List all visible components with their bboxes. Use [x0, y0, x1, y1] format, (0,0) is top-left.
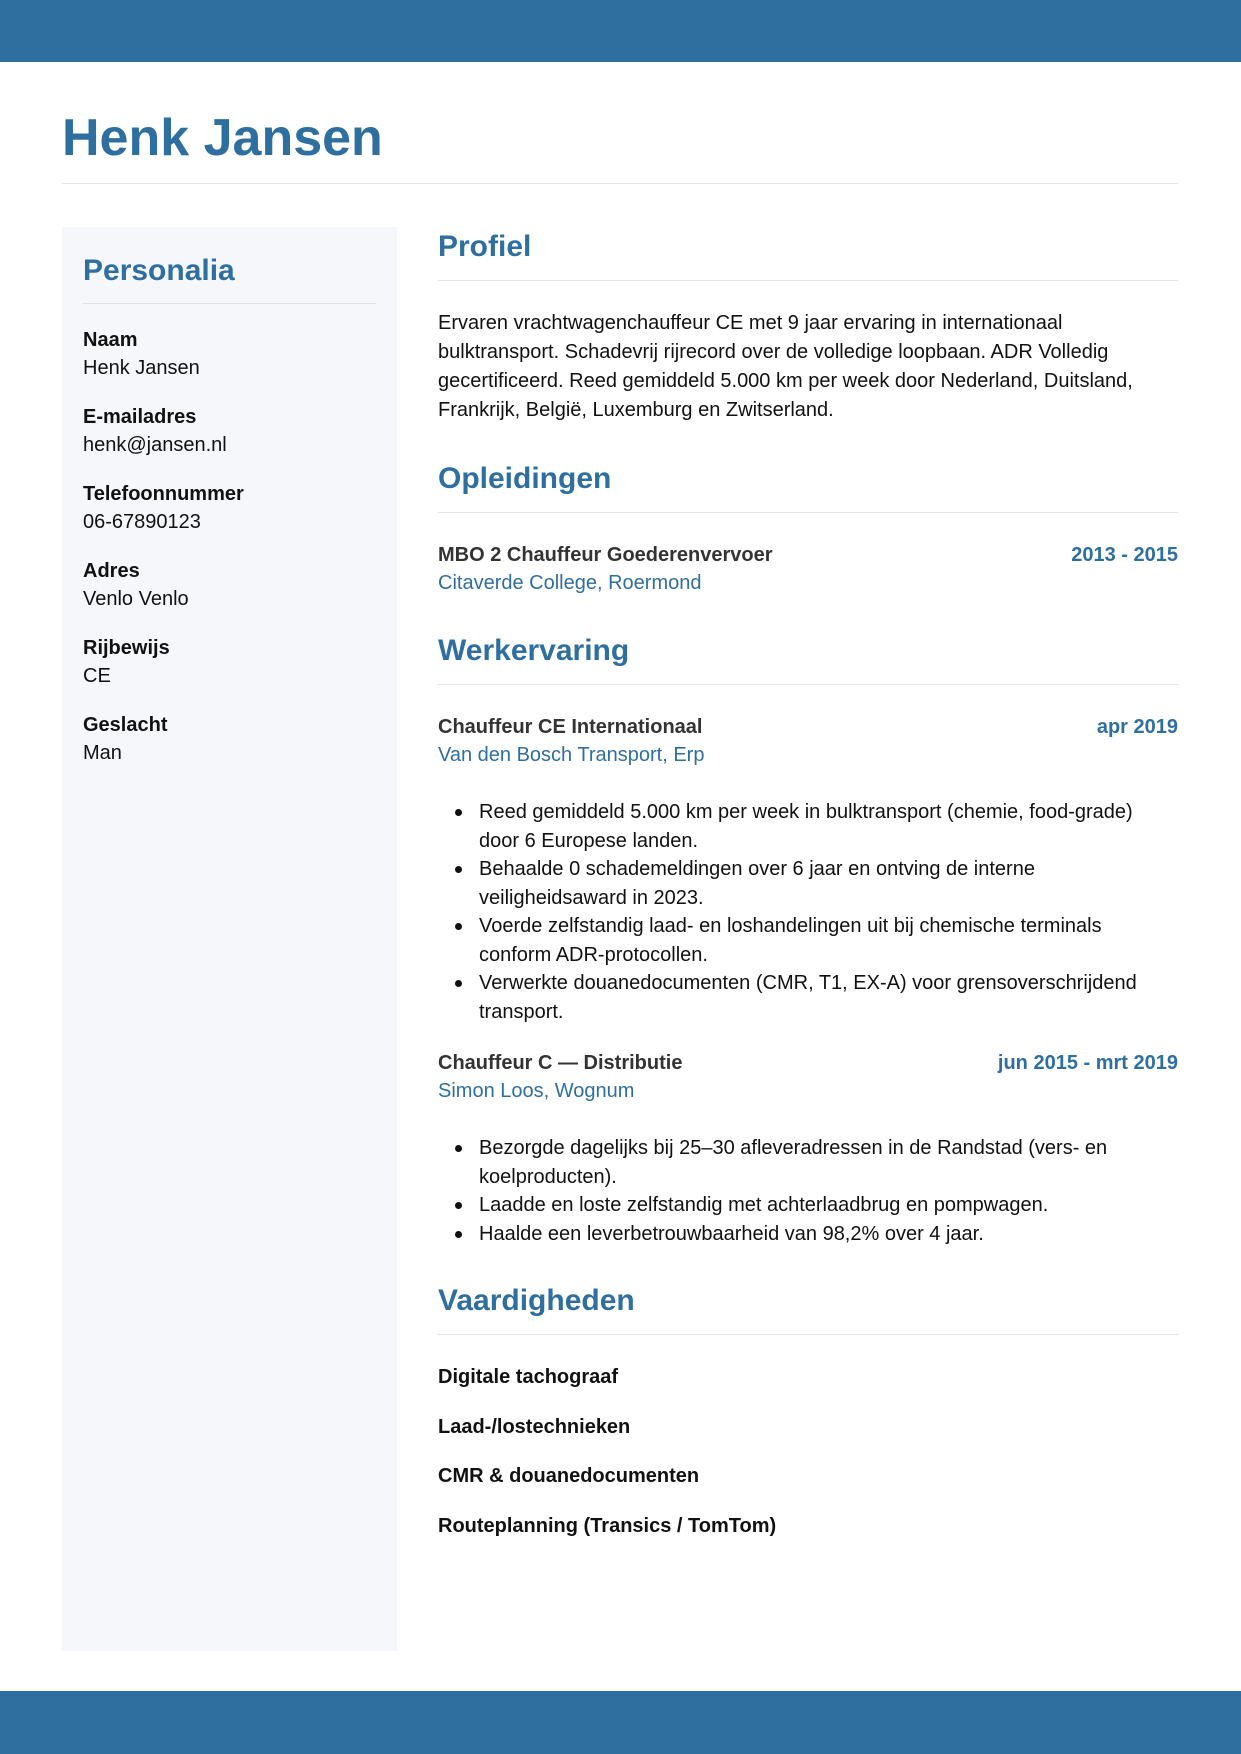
personalia-value: 06-67890123	[83, 511, 201, 533]
personalia-label: Adres	[83, 560, 140, 582]
personalia-item-naam	[83, 326, 376, 382]
werkervaring-title: Werkervaring	[438, 630, 1178, 685]
personalia-item-email	[83, 403, 376, 459]
education-entry	[438, 541, 1178, 597]
job-entry	[438, 713, 1178, 1026]
job-date: jun 2015 - mrt 2019	[997, 1052, 1178, 1074]
personalia-item-adres	[83, 557, 376, 613]
job-entry	[438, 1049, 1178, 1248]
personalia-item-rijbewijs	[83, 634, 376, 690]
skills-list	[438, 1363, 1178, 1540]
personalia-label: Geslacht	[83, 714, 168, 736]
main-content	[438, 226, 1178, 1561]
name-divider	[62, 183, 1178, 184]
profiel-title: Profiel	[438, 226, 1178, 281]
education-date: 2013 - 2015	[1071, 544, 1178, 566]
job-bullet: Behaalde 0 schademeldingen over 6 jaar en ontving de interne veiligheidsaward in 2023.	[479, 855, 1178, 912]
vaardigheden-section	[438, 1280, 1178, 1540]
personalia-sidebar	[62, 227, 397, 1651]
personalia-value: Henk Jansen	[83, 357, 200, 379]
personalia-label: E-mailadres	[83, 406, 197, 428]
job-bullet: Voerde zelfstandig laad- en loshandelingen uit bij chemische terminals conform ADR-protocollen.	[479, 912, 1178, 969]
personalia-label: Naam	[83, 329, 138, 351]
header-bar	[0, 0, 1241, 62]
footer-bar	[0, 1691, 1241, 1754]
personalia-title: Personalia	[83, 251, 376, 304]
personalia-value: Venlo Venlo	[83, 588, 189, 610]
skill-item: Digitale tachograaf	[438, 1366, 619, 1388]
job-bullet: Laadde en loste zelfstandig met achterlaadbrug en pompwagen.	[479, 1191, 1178, 1220]
personalia-value: henk@jansen.nl	[83, 434, 227, 456]
job-title: Chauffeur CE Internationaal	[438, 716, 703, 738]
job-bullets	[438, 1134, 1178, 1248]
job-bullet: Verwerkte douanedocumenten (CMR, T1, EX-A) voor grensoverschrijdend transport.	[479, 969, 1178, 1026]
profiel-section	[438, 226, 1178, 425]
skill-item: Laad-/lostechnieken	[438, 1415, 631, 1438]
skill-item: Routeplanning (Transics / TomTom)	[438, 1514, 777, 1537]
candidate-name: Henk Jansen	[62, 109, 383, 167]
job-title: Chauffeur C — Distributie	[438, 1052, 683, 1074]
personalia-label: Rijbewijs	[83, 637, 170, 659]
personalia-value: CE	[83, 665, 111, 687]
skill-item: CMR & douanedocumenten	[438, 1465, 700, 1487]
job-bullets	[438, 798, 1178, 1026]
job-date: apr 2019	[1096, 716, 1178, 738]
personalia-item-geslacht	[83, 711, 376, 767]
job-employer: Van den Bosch Transport, Erp	[438, 744, 705, 766]
job-bullet: Bezorgde dagelijks bij 25–30 afleveradressen in de Randstad (vers- en koelproducten).	[479, 1134, 1178, 1191]
job-employer: Simon Loos, Wognum	[438, 1080, 635, 1102]
werkervaring-section	[438, 630, 1178, 1248]
personalia-item-telefoon	[83, 480, 376, 536]
job-bullet: Haalde een leverbetrouwbaarheid van 98,2% over 4 jaar.	[479, 1220, 1178, 1249]
opleidingen-section	[438, 458, 1178, 597]
education-title: MBO 2 Chauffeur Goederenvervoer	[438, 544, 773, 566]
job-bullet: Reed gemiddeld 5.000 km per week in bulktransport (chemie, food-grade) door 6 Europese landen.	[479, 798, 1178, 855]
personalia-value: Man	[83, 742, 122, 764]
profiel-text: Ervaren vrachtwagenchauffeur CE met 9 jaar ervaring in internationaal bulktransport. Schadevrij rijrecord over de volledige loopbaan. ADR Volledig gecertificeerd. Reed gemiddeld 5.000 km per week door Nederland, Duitsland, Frankrijk, België, Luxemburg en Zwitserland.	[438, 312, 1133, 421]
opleidingen-title: Opleidingen	[438, 458, 1178, 513]
vaardigheden-title: Vaardigheden	[438, 1280, 1178, 1335]
education-institution: Citaverde College, Roermond	[438, 572, 702, 594]
personalia-label: Telefoonnummer	[83, 483, 244, 505]
